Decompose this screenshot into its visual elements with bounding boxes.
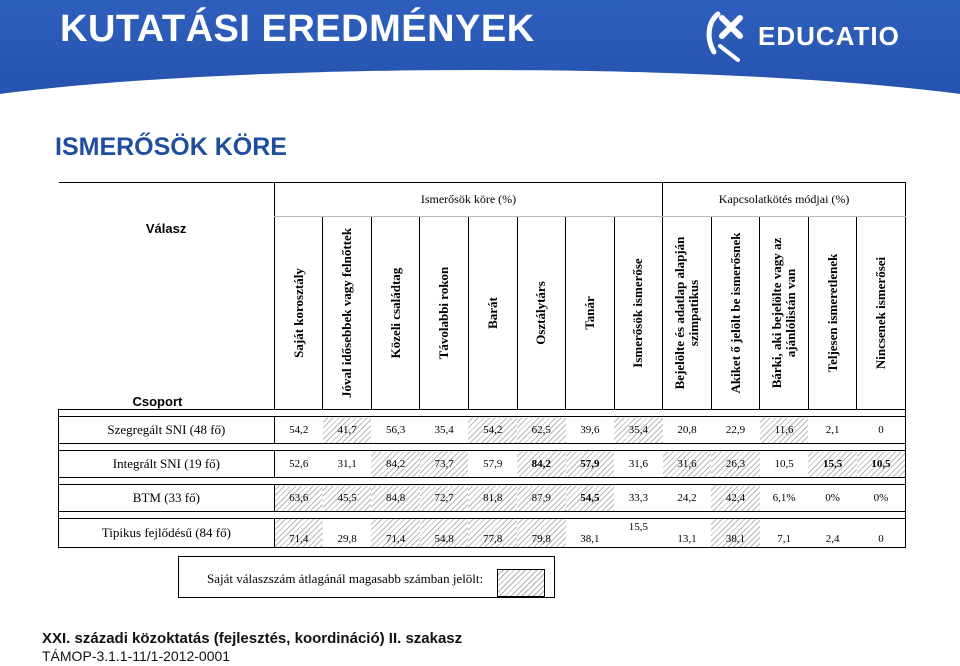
row-label: Tipikus fejlődésű (84 fő) (59, 519, 275, 548)
corner-bottom-label: Csoport (132, 394, 183, 409)
column-header: Tanár (566, 216, 615, 409)
table-body (59, 410, 906, 548)
table-cell: 0% (808, 485, 857, 512)
table-cell: 71,4 (274, 519, 323, 548)
table-cell: 77,8 (468, 519, 517, 548)
spacer-row (59, 512, 906, 519)
table-cell: 73,7 (420, 451, 469, 478)
results-table (58, 182, 906, 548)
table-cell: 35,4 (614, 417, 663, 444)
table-cell: 13,1 (663, 519, 712, 548)
table-cell: 6,1% (760, 485, 809, 512)
footer-program-title: XXI. századi közoktatás (fejlesztés, koordináció) II. szakasz (42, 630, 463, 647)
column-header: Bárki, aki bejelölte vagy az ajánlólistán van (760, 216, 809, 409)
group-header-kapcsolatkotes: Kapcsolatkötés módjai (%) (663, 183, 906, 217)
row-label: Integrált SNI (19 fő) (59, 451, 275, 478)
table-cell: 2,1 (808, 417, 857, 444)
table-cell: 84,2 (517, 451, 566, 478)
column-header: Teljesen ismeretlenek (808, 216, 857, 409)
table-cell: 20,8 (663, 417, 712, 444)
row-label: Szegregált SNI (48 fő) (59, 417, 275, 444)
table-cell: 15,5 (614, 519, 663, 548)
table-cell: 29,8 (323, 519, 372, 548)
table-cell: 54,2 (468, 417, 517, 444)
table-cell: 54,8 (420, 519, 469, 548)
header-curve (0, 70, 960, 130)
table-cell: 31,6 (663, 451, 712, 478)
row-label: BTM (33 fő) (59, 485, 275, 512)
table-cell: 41,7 (323, 417, 372, 444)
table-row (59, 417, 906, 444)
table-cell: 33,3 (614, 485, 663, 512)
table-cell: 62,5 (517, 417, 566, 444)
header-band (0, 0, 960, 100)
page-title: KUTATÁSI EREDMÉNYEK (60, 8, 535, 50)
table-cell: 84,8 (371, 485, 420, 512)
column-header: Akiket ő jelölt be ismerősnek (711, 216, 760, 409)
table-cell: 63,6 (274, 485, 323, 512)
table-cell: 35,4 (420, 417, 469, 444)
table-cell: 72,7 (420, 485, 469, 512)
legend-text: Saját válaszszám átlagánál magasabb számban jelölt: (207, 571, 484, 586)
table-cell: 31,1 (323, 451, 372, 478)
column-header: Osztálytárs (517, 216, 566, 409)
table-row (59, 485, 906, 512)
section-title: ISMERŐSÖK KÖRE (55, 133, 287, 161)
table-cell: 79,8 (517, 519, 566, 548)
column-header: Távolabbi rokon (420, 216, 469, 409)
table-row (59, 451, 906, 478)
column-header: Ismerősök ismerőse (614, 216, 663, 409)
group-header-ismerosok: Ismerősök köre (%) (274, 183, 662, 217)
column-header: Nincsenek ismerősei (857, 216, 906, 409)
column-header: Jóval idősebbek vagy felnőttek (323, 216, 372, 409)
table-cell: 26,3 (711, 451, 760, 478)
corner-cell (59, 183, 275, 410)
table-cell: 84,2 (371, 451, 420, 478)
educatio-logo-icon (700, 8, 756, 64)
legend-hatch-swatch (497, 569, 545, 597)
spacer-row (59, 478, 906, 485)
corner-top-label: Válasz (145, 221, 187, 236)
table-row (59, 519, 906, 548)
table-cell: 15,5 (808, 451, 857, 478)
table-cell: 38,1 (566, 519, 615, 548)
column-header: Közeli családtag (371, 216, 420, 409)
table-cell: 39,6 (566, 417, 615, 444)
table-cell: 10,5 (760, 451, 809, 478)
table-cell: 22,9 (711, 417, 760, 444)
table-cell: 24,2 (663, 485, 712, 512)
table-cell: 45,5 (323, 485, 372, 512)
table-cell: 81,8 (468, 485, 517, 512)
spacer-row (59, 410, 906, 417)
table-cell: 57,9 (566, 451, 615, 478)
educatio-logo (700, 6, 920, 66)
column-header: Barát (468, 216, 517, 409)
spacer-row (59, 444, 906, 451)
table-cell: 52,6 (274, 451, 323, 478)
table-cell: 11,6 (760, 417, 809, 444)
table-cell: 7,1 (760, 519, 809, 548)
table-cell: 42,4 (711, 485, 760, 512)
table-cell: 71,4 (371, 519, 420, 548)
group-header-row (59, 183, 906, 217)
table-cell: 38,1 (711, 519, 760, 548)
table-cell: 2,4 (808, 519, 857, 548)
table-cell: 54,5 (566, 485, 615, 512)
table-cell: 0% (857, 485, 906, 512)
table-cell: 0 (857, 519, 906, 548)
table-cell: 10,5 (857, 451, 906, 478)
footer-project-code: TÁMOP-3.1.1-11/1-2012-0001 (42, 648, 231, 664)
logo-text: EDUCATIO (758, 20, 900, 51)
column-header: Bejelölte és adatlap alapján szimpatikus (663, 216, 712, 409)
table-cell: 31,6 (614, 451, 663, 478)
table-cell: 87,9 (517, 485, 566, 512)
legend-box (178, 556, 555, 598)
table-cell: 0 (857, 417, 906, 444)
table-cell: 57,9 (468, 451, 517, 478)
table-cell: 56,3 (371, 417, 420, 444)
table-cell: 54,2 (274, 417, 323, 444)
column-header: Saját korosztály (274, 216, 323, 409)
